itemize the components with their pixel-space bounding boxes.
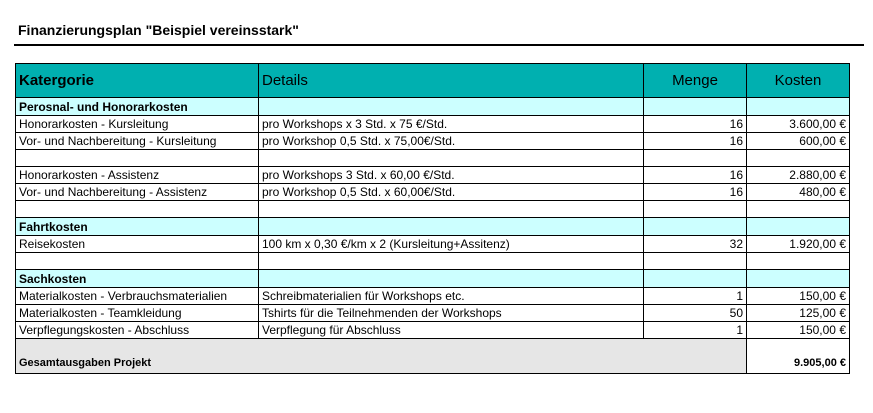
blank-row: [16, 201, 850, 218]
table-cell[interactable]: [259, 270, 644, 288]
cell-details[interactable]: pro Workshops 3 Std. x 60,00 €/Std.: [259, 167, 644, 184]
table-row: [16, 305, 850, 322]
cell-category[interactable]: Vor- und Nachbereitung - Kursleitung: [16, 133, 259, 150]
section-row-travel: [16, 218, 850, 236]
table-row: [16, 184, 850, 201]
table-cell[interactable]: [747, 150, 850, 167]
cell-category[interactable]: Honorarkosten - Assistenz: [16, 167, 259, 184]
table-cell[interactable]: [259, 218, 644, 236]
cell-cost[interactable]: 150,00 €: [747, 288, 850, 305]
section-label[interactable]: Sachkosten: [16, 270, 259, 288]
table-cell[interactable]: [644, 218, 747, 236]
cell-details[interactable]: pro Workshop 0,5 Std. x 60,00€/Std.: [259, 184, 644, 201]
cell-category[interactable]: Vor- und Nachbereitung - Assistenz: [16, 184, 259, 201]
table-cell[interactable]: [16, 201, 259, 218]
cell-cost[interactable]: 2.880,00 €: [747, 167, 850, 184]
table-cell[interactable]: [259, 98, 644, 116]
table-cell[interactable]: [644, 150, 747, 167]
table-cell[interactable]: [747, 201, 850, 218]
table-cell[interactable]: [16, 253, 259, 270]
cell-details[interactable]: pro Workshops x 3 Std. x 75 €/Std.: [259, 116, 644, 133]
cell-details[interactable]: 100 km x 0,30 €/km x 2 (Kursleitung+Assitenz): [259, 236, 644, 253]
financing-table: [15, 63, 850, 374]
table-cell[interactable]: [747, 253, 850, 270]
cell-category[interactable]: Verpflegungskosten - Abschluss: [16, 322, 259, 339]
cell-cost[interactable]: 480,00 €: [747, 184, 850, 201]
table-cell[interactable]: [747, 218, 850, 236]
header-cost[interactable]: Kosten: [747, 64, 850, 98]
page-title: Finanzierungsplan "Beispiel vereinsstark": [18, 22, 299, 38]
table-cell[interactable]: [259, 201, 644, 218]
section-label[interactable]: Fahrtkosten: [16, 218, 259, 236]
cell-cost[interactable]: 600,00 €: [747, 133, 850, 150]
table-cell[interactable]: [747, 98, 850, 116]
table-row: [16, 322, 850, 339]
cell-quantity[interactable]: 16: [644, 133, 747, 150]
cell-category[interactable]: Materialkosten - Verbrauchsmaterialien: [16, 288, 259, 305]
cell-cost[interactable]: 150,00 €: [747, 322, 850, 339]
table-cell[interactable]: [644, 201, 747, 218]
table-cell[interactable]: [259, 150, 644, 167]
header-quantity[interactable]: Menge: [644, 64, 747, 98]
table-cell[interactable]: [644, 98, 747, 116]
cell-category[interactable]: Honorarkosten - Kursleitung: [16, 116, 259, 133]
cell-quantity[interactable]: 16: [644, 167, 747, 184]
header-category[interactable]: Katergorie: [16, 64, 259, 98]
section-row-personnel: [16, 98, 850, 116]
table-header-row: [16, 64, 850, 98]
cell-quantity[interactable]: 1: [644, 288, 747, 305]
table-row: [16, 133, 850, 150]
table-row: [16, 236, 850, 253]
blank-row: [16, 150, 850, 167]
total-value[interactable]: 9.905,00 €: [747, 339, 850, 374]
section-label[interactable]: Perosnal- und Honorarkosten: [16, 98, 259, 116]
header-details[interactable]: Details: [259, 64, 644, 98]
table-cell[interactable]: [644, 270, 747, 288]
blank-row: [16, 253, 850, 270]
cell-quantity[interactable]: 16: [644, 116, 747, 133]
table-cell[interactable]: [16, 150, 259, 167]
cell-details[interactable]: Verpflegung für Abschluss: [259, 322, 644, 339]
cell-cost[interactable]: 3.600,00 €: [747, 116, 850, 133]
cell-category[interactable]: Reisekosten: [16, 236, 259, 253]
table-row: [16, 167, 850, 184]
cell-details[interactable]: Tshirts für die Teilnehmenden der Workshops: [259, 305, 644, 322]
table-row: [16, 116, 850, 133]
table-cell[interactable]: [644, 253, 747, 270]
cell-category[interactable]: Materialkosten - Teamkleidung: [16, 305, 259, 322]
table-cell[interactable]: [747, 270, 850, 288]
cell-cost[interactable]: 1.920,00 €: [747, 236, 850, 253]
cell-quantity[interactable]: 32: [644, 236, 747, 253]
total-label[interactable]: Gesamtausgaben Projekt: [16, 339, 747, 374]
table-row: [16, 288, 850, 305]
cell-quantity[interactable]: 1: [644, 322, 747, 339]
title-divider: [14, 44, 864, 46]
cell-quantity[interactable]: 16: [644, 184, 747, 201]
cell-details[interactable]: pro Workshop 0,5 Std. x 75,00€/Std.: [259, 133, 644, 150]
cell-cost[interactable]: 125,00 €: [747, 305, 850, 322]
section-row-material: [16, 270, 850, 288]
table-cell[interactable]: [259, 253, 644, 270]
total-row: [16, 339, 850, 374]
cell-details[interactable]: Schreibmaterialien für Workshops etc.: [259, 288, 644, 305]
cell-quantity[interactable]: 50: [644, 305, 747, 322]
